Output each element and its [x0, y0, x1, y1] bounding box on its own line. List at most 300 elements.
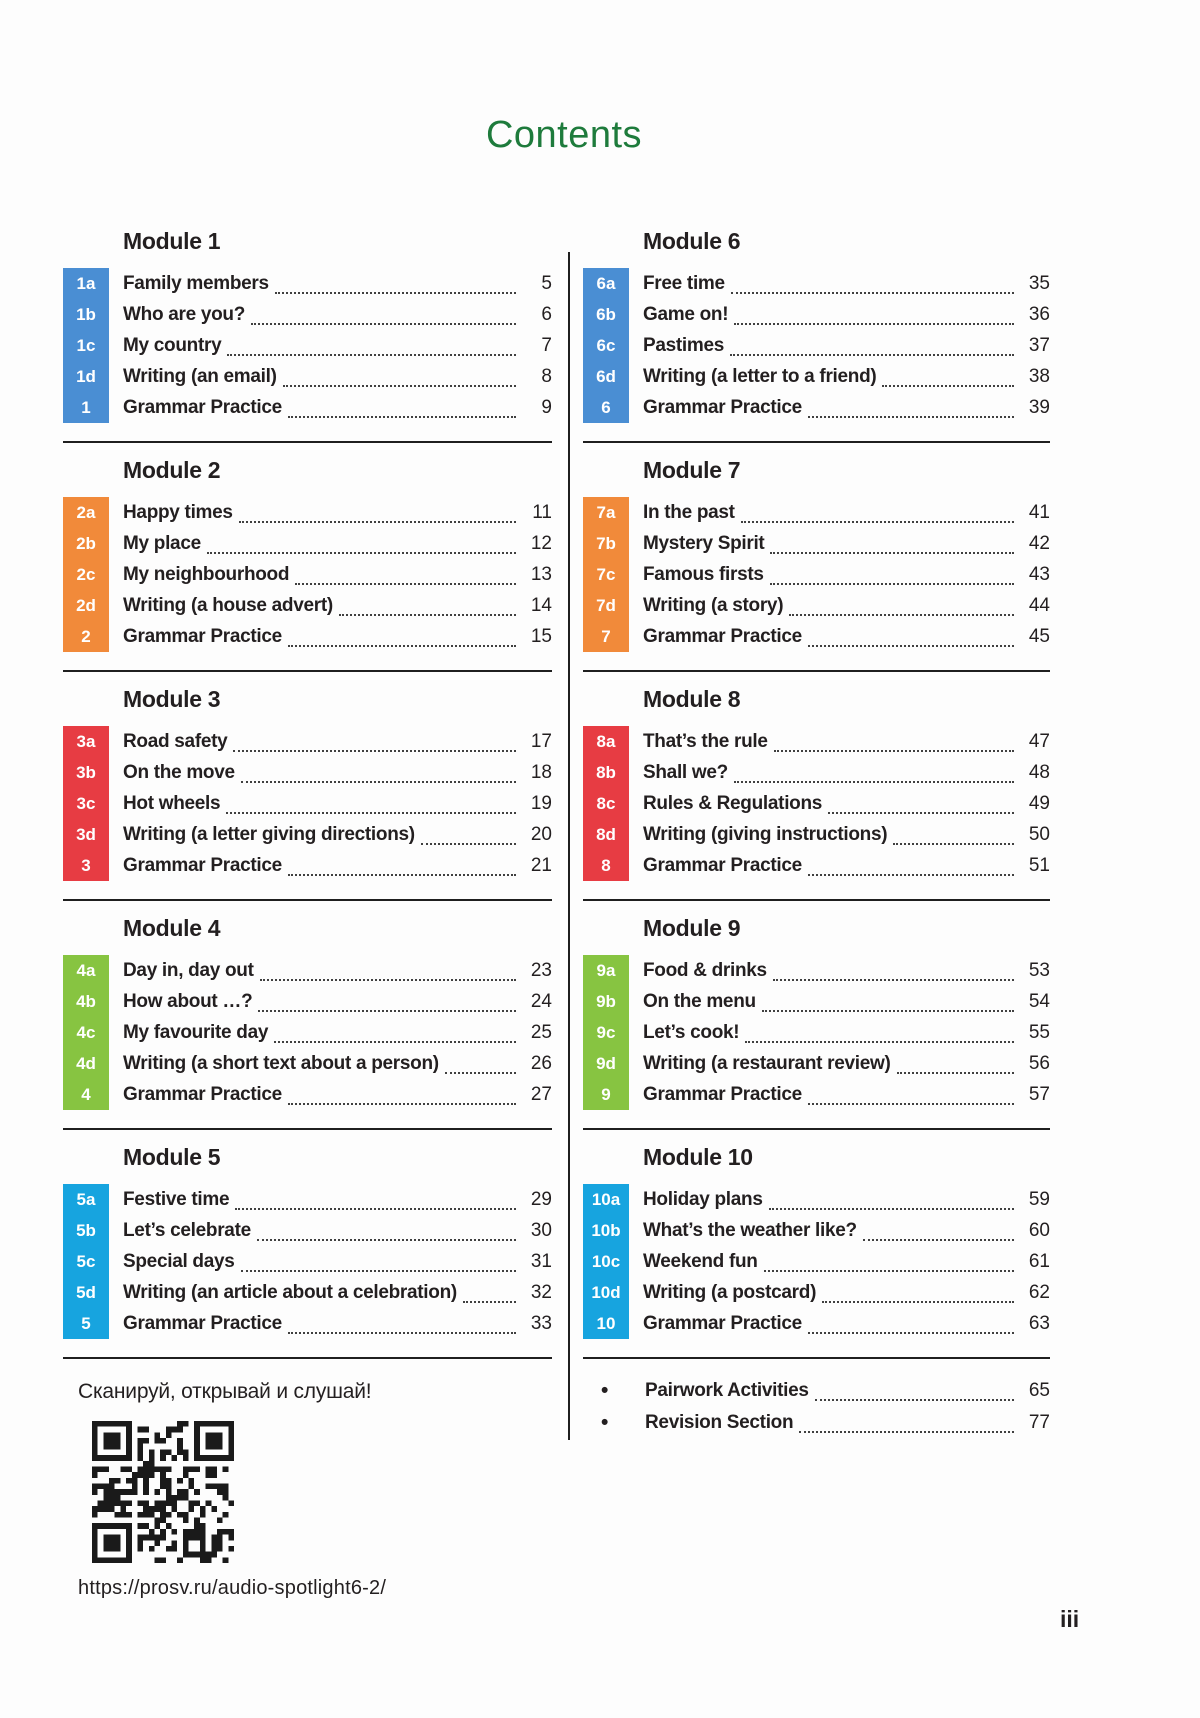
lesson-badge: 9d: [596, 1054, 616, 1073]
toc-entry-label: Let’s cook!: [643, 1021, 740, 1043]
toc-entry: [123, 1215, 552, 1246]
toc-entry-page: 15: [530, 625, 552, 647]
toc-entry: [123, 1017, 552, 1048]
module-badge-bar: [583, 1184, 629, 1339]
dotted-leader: [288, 638, 516, 647]
lesson-badge: 4: [81, 1085, 91, 1104]
lesson-badge: 3d: [76, 825, 96, 844]
toc-entry-page: 25: [530, 1021, 552, 1043]
lesson-badge: 10a: [591, 1190, 621, 1209]
lesson-badge: 3b: [76, 763, 96, 782]
lesson-badge: 2c: [76, 565, 96, 584]
toc-entry-label: Grammar Practice: [123, 854, 282, 876]
dotted-leader: [275, 285, 516, 294]
toc-entry-label: Day in, day out: [123, 959, 254, 981]
toc-entry: [643, 819, 1050, 850]
toc-entry-label: Mystery Spirit: [643, 532, 765, 554]
toc-columns: [63, 214, 1050, 1600]
toc-entry-page: 35: [1028, 272, 1050, 294]
toc-entry-page: 54: [1028, 990, 1050, 1012]
toc-entry-label: Festive time: [123, 1188, 230, 1210]
module-block-body: [583, 726, 1050, 881]
dotted-leader: [207, 545, 516, 554]
toc-entry: [643, 1308, 1050, 1339]
toc-entry: [643, 850, 1050, 881]
extras-section: [583, 1359, 1050, 1439]
lesson-badge: 5a: [76, 1190, 96, 1209]
toc-entry-page: 50: [1028, 823, 1050, 845]
dotted-leader: [227, 347, 516, 356]
dotted-leader: [815, 1392, 1014, 1401]
toc-entry: [643, 268, 1050, 299]
toc-entry: [123, 850, 552, 881]
toc-entry-page: 61: [1028, 1250, 1050, 1272]
module-badge-bar: [63, 726, 109, 881]
toc-entry: [123, 497, 552, 528]
module-block-body: [583, 268, 1050, 423]
toc-entry-label: Writing (giving instructions): [643, 823, 888, 845]
toc-entry: [643, 559, 1050, 590]
toc-entry-label: Revision Section: [645, 1412, 794, 1433]
toc-entry-label: Famous firsts: [643, 563, 764, 585]
lesson-badge: 1b: [76, 305, 96, 324]
toc-entry-page: 39: [1028, 396, 1050, 418]
dotted-leader: [808, 409, 1014, 418]
dotted-leader: [799, 1424, 1014, 1433]
toc-entry-label: Writing (a letter to a friend): [643, 365, 877, 387]
toc-entry-page: 41: [1028, 501, 1050, 523]
module-block: [63, 1130, 552, 1359]
bullet-icon: •: [601, 1411, 609, 1434]
toc-entry-page: 8: [541, 365, 552, 387]
audio-footer: [63, 1359, 552, 1600]
dotted-leader: [808, 638, 1014, 647]
lesson-badge: 8: [601, 856, 611, 875]
toc-entry-page: 19: [530, 792, 552, 814]
module-block: [63, 901, 552, 1130]
dotted-leader: [808, 1096, 1014, 1105]
toc-entry: [123, 330, 552, 361]
toc-entry: [643, 621, 1050, 652]
module-block: [63, 214, 552, 443]
toc-entry-label: Writing (a postcard): [643, 1281, 817, 1303]
toc-entry: [123, 361, 552, 392]
lesson-badge: 6d: [596, 367, 616, 386]
toc-entry-page: 21: [530, 854, 552, 876]
toc-entry: [643, 361, 1050, 392]
toc-entry: [123, 392, 552, 423]
toc-entry-label: Writing (a story): [643, 594, 784, 616]
toc-entry-label: Pastimes: [643, 334, 725, 356]
toc-entry: [123, 621, 552, 652]
module-title: Module 7: [643, 457, 741, 483]
toc-entry-page: 6: [541, 303, 552, 325]
toc-entry-label: Grammar Practice: [123, 625, 282, 647]
module-badge-bar: [63, 1184, 109, 1339]
lesson-badge: 8b: [596, 763, 616, 782]
lesson-badge: 7c: [596, 565, 616, 584]
toc-entry-label: Let’s celebrate: [123, 1219, 251, 1241]
toc-entry-label: Family members: [123, 272, 269, 294]
dotted-leader: [445, 1065, 516, 1074]
toc-entry: [123, 955, 552, 986]
module-entries: [123, 268, 552, 423]
module-block-body: [63, 955, 552, 1110]
dotted-leader: [828, 805, 1014, 814]
toc-entry-page: 37: [1028, 334, 1050, 356]
toc-entry: [643, 1048, 1050, 1079]
lesson-badge: 6c: [596, 336, 616, 355]
module-entries: [643, 497, 1050, 652]
lesson-badge: 5: [81, 1314, 91, 1333]
dotted-leader: [260, 972, 516, 981]
dotted-leader: [233, 743, 516, 752]
toc-entry: [123, 528, 552, 559]
toc-entry-label: Shall we?: [643, 761, 728, 783]
toc-entry: [123, 726, 552, 757]
toc-entry-page: 44: [1028, 594, 1050, 616]
toc-entry-label: Pairwork Activities: [645, 1380, 809, 1401]
toc-entry: [643, 955, 1050, 986]
bullet-icon: •: [601, 1379, 609, 1402]
toc-entry: [643, 1215, 1050, 1246]
dotted-leader: [764, 1263, 1014, 1272]
toc-entry-label: Grammar Practice: [643, 1083, 802, 1105]
dotted-leader: [893, 836, 1014, 845]
lesson-badge: 1c: [76, 336, 96, 355]
lesson-badge: 2a: [76, 503, 96, 522]
dotted-leader: [897, 1065, 1014, 1074]
lesson-badge: 5b: [76, 1221, 96, 1240]
dotted-leader: [774, 743, 1014, 752]
lesson-badge: 2d: [76, 596, 96, 615]
dotted-leader: [769, 1201, 1014, 1210]
toc-entry-page: 57: [1028, 1083, 1050, 1105]
lesson-badge: 9b: [596, 992, 616, 1011]
toc-entry-label: Grammar Practice: [643, 625, 802, 647]
lesson-badge: 6b: [596, 305, 616, 324]
toc-entry-page: 56: [1028, 1052, 1050, 1074]
toc-entry-label: Grammar Practice: [643, 396, 802, 418]
dotted-leader: [288, 867, 516, 876]
module-entries: [123, 955, 552, 1110]
toc-entry-page: 77: [1028, 1412, 1050, 1433]
lesson-badge: 4d: [76, 1054, 96, 1073]
toc-entry-page: 42: [1028, 532, 1050, 554]
module-entries: [123, 497, 552, 652]
dotted-leader: [258, 1003, 516, 1012]
toc-entry: [123, 1277, 552, 1308]
lesson-badge: 4b: [76, 992, 96, 1011]
lesson-badge: 6: [601, 398, 611, 417]
toc-entry-label: My place: [123, 532, 201, 554]
module-block-body: [583, 497, 1050, 652]
toc-entry-label: My country: [123, 334, 222, 356]
toc-entry-label: Grammar Practice: [643, 854, 802, 876]
module-entries: [643, 726, 1050, 881]
toc-entry-page: 7: [541, 334, 552, 356]
toc-entry: [583, 1407, 1050, 1439]
dotted-leader: [863, 1232, 1014, 1241]
module-title: Module 4: [123, 915, 221, 941]
toc-entry-label: Who are you?: [123, 303, 246, 325]
lesson-badge: 7b: [596, 534, 616, 553]
dotted-leader: [773, 972, 1014, 981]
dotted-leader: [241, 774, 516, 783]
toc-entry-page: 29: [530, 1188, 552, 1210]
module-entries: [123, 1184, 552, 1339]
dotted-leader: [274, 1034, 516, 1043]
toc-entry-page: 26: [530, 1052, 552, 1074]
toc-entry-label: Game on!: [643, 303, 729, 325]
toc-entry-page: 31: [530, 1250, 552, 1272]
toc-entry: [643, 726, 1050, 757]
toc-entry-page: 51: [1028, 854, 1050, 876]
dotted-leader: [730, 347, 1014, 356]
toc-entry-page: 43: [1028, 563, 1050, 585]
toc-entry: [123, 559, 552, 590]
dotted-leader: [251, 316, 516, 325]
toc-entry-page: 27: [530, 1083, 552, 1105]
toc-entry-label: Rules & Regulations: [643, 792, 823, 814]
toc-left-column: [63, 214, 552, 1600]
audio-url: https://prosv.ru/audio-spotlight6-2/: [78, 1577, 387, 1599]
toc-entry: [643, 330, 1050, 361]
toc-entry: [643, 392, 1050, 423]
lesson-badge: 3: [81, 856, 91, 875]
toc-entry: [643, 986, 1050, 1017]
module-entries: [123, 726, 552, 881]
dotted-leader: [241, 1263, 516, 1272]
dotted-leader: [734, 774, 1014, 783]
lesson-badge: 3c: [76, 794, 96, 813]
dotted-leader: [339, 607, 516, 616]
module-block: [583, 443, 1050, 672]
toc-entry: [643, 1246, 1050, 1277]
toc-entry-page: 62: [1028, 1281, 1050, 1303]
dotted-leader: [257, 1232, 516, 1241]
module-title: Module 10: [643, 1144, 753, 1170]
dotted-leader: [882, 378, 1014, 387]
lesson-badge: 1a: [76, 274, 96, 293]
toc-entry-page: 9: [541, 396, 552, 418]
toc-entry-label: Road safety: [123, 730, 228, 752]
toc-entry: [643, 590, 1050, 621]
qr-code-icon: [92, 1421, 234, 1563]
toc-entry-page: 14: [530, 594, 552, 616]
dotted-leader: [288, 1325, 516, 1334]
dotted-leader: [741, 514, 1014, 523]
toc-entry: [123, 1048, 552, 1079]
toc-entry: [123, 1079, 552, 1110]
lesson-badge: 5c: [76, 1252, 96, 1271]
module-block: [63, 672, 552, 901]
toc-entry: [643, 528, 1050, 559]
dotted-leader: [421, 836, 516, 845]
lesson-badge: 7a: [596, 503, 616, 522]
toc-entry-page: 60: [1028, 1219, 1050, 1241]
module-entries: [643, 1184, 1050, 1339]
module-title: Module 1: [123, 228, 221, 254]
lesson-badge: 2: [81, 627, 91, 646]
toc-entry-label: On the move: [123, 761, 235, 783]
dotted-leader: [463, 1294, 516, 1303]
toc-entry-label: How about …?: [123, 990, 253, 1012]
toc-entry: [643, 299, 1050, 330]
toc-entry: [123, 986, 552, 1017]
toc-entry: [643, 1079, 1050, 1110]
toc-entry-page: 47: [1028, 730, 1050, 752]
toc-entry: [123, 819, 552, 850]
toc-entry: [123, 268, 552, 299]
dotted-leader: [288, 1096, 516, 1105]
module-block: [63, 443, 552, 672]
toc-entry-label: Free time: [643, 272, 725, 294]
toc-entry-label: In the past: [643, 501, 735, 523]
toc-entry-page: 12: [530, 532, 552, 554]
toc-entry: [643, 1277, 1050, 1308]
toc-entry-page: 45: [1028, 625, 1050, 647]
toc-entry: [123, 1246, 552, 1277]
toc-entry: [643, 1184, 1050, 1215]
toc-entry-page: 49: [1028, 792, 1050, 814]
module-block: [583, 901, 1050, 1130]
module-block-body: [63, 726, 552, 881]
dotted-leader: [235, 1201, 516, 1210]
module-badge-bar: [63, 497, 109, 652]
module-title: Module 2: [123, 457, 221, 483]
toc-entry-page: 11: [532, 501, 552, 523]
toc-entry-label: Grammar Practice: [123, 396, 282, 418]
lesson-badge: 10d: [591, 1283, 621, 1302]
toc-entry-label: Hot wheels: [123, 792, 221, 814]
lesson-badge: 7: [601, 627, 611, 646]
lesson-badge: 10b: [591, 1221, 621, 1240]
module-badge-bar: [63, 268, 109, 423]
lesson-badge: 4a: [76, 961, 96, 980]
toc-entry-page: 63: [1028, 1312, 1050, 1334]
lesson-badge: 10: [596, 1314, 616, 1333]
module-block-body: [63, 1184, 552, 1339]
toc-entry-label: Special days: [123, 1250, 235, 1272]
module-block: [583, 214, 1050, 443]
toc-entry-page: 20: [530, 823, 552, 845]
dotted-leader: [808, 1325, 1014, 1334]
lesson-badge: 8a: [596, 732, 616, 751]
page-number: iii: [1060, 1606, 1080, 1632]
toc-entry-label: Writing (a letter giving directions): [123, 823, 415, 845]
module-block-body: [583, 955, 1050, 1110]
toc-entry: [123, 590, 552, 621]
toc-right-column: [583, 214, 1050, 1600]
toc-entry-page: 53: [1028, 959, 1050, 981]
dotted-leader: [808, 867, 1014, 876]
lesson-badge: 10c: [591, 1252, 621, 1271]
toc-entry-page: 32: [530, 1281, 552, 1303]
module-title: Module 6: [643, 228, 741, 254]
toc-entry-page: 24: [530, 990, 552, 1012]
toc-entry-page: 30: [530, 1219, 552, 1241]
toc-entry: [123, 757, 552, 788]
toc-entry-label: What’s the weather like?: [643, 1219, 857, 1241]
dotted-leader: [283, 378, 516, 387]
toc-entry: [123, 299, 552, 330]
module-block-body: [63, 497, 552, 652]
toc-entry-page: 23: [530, 959, 552, 981]
toc-entry-page: 17: [530, 730, 552, 752]
toc-entry-label: Food & drinks: [643, 959, 767, 981]
toc-entry-label: Weekend fun: [643, 1250, 758, 1272]
toc-entry: [583, 1375, 1050, 1407]
lesson-badge: 9c: [596, 1023, 616, 1042]
dotted-leader: [789, 607, 1014, 616]
module-block-body: [583, 1184, 1050, 1339]
toc-entry-label: Grammar Practice: [123, 1083, 282, 1105]
module-title: Module 8: [643, 686, 741, 712]
lesson-badge: 1d: [76, 367, 96, 386]
toc-entry-label: Happy times: [123, 501, 233, 523]
toc-entry-page: 33: [530, 1312, 552, 1334]
toc-entry-page: 65: [1028, 1380, 1050, 1401]
toc-entry-label: Writing (a house advert): [123, 594, 333, 616]
module-title: Module 5: [123, 1144, 221, 1170]
toc-entry: [643, 1017, 1050, 1048]
page-title: Contents: [485, 114, 643, 156]
lesson-badge: 4c: [76, 1023, 96, 1042]
toc-entry-label: Grammar Practice: [643, 1312, 802, 1334]
module-block: [583, 1130, 1050, 1359]
toc-entry-label: Holiday plans: [643, 1188, 763, 1210]
toc-entry-label: Grammar Practice: [123, 1312, 282, 1334]
lesson-badge: 5d: [76, 1283, 96, 1302]
toc-entry-page: 59: [1028, 1188, 1050, 1210]
toc-entry: [123, 1308, 552, 1339]
module-entries: [643, 268, 1050, 423]
toc-entry: [643, 497, 1050, 528]
toc-entry-page: 36: [1028, 303, 1050, 325]
lesson-badge: 2b: [76, 534, 96, 553]
lesson-badge: 8d: [596, 825, 616, 844]
module-title: Module 9: [643, 915, 741, 941]
dotted-leader: [734, 316, 1014, 325]
lesson-badge: 7d: [596, 596, 616, 615]
toc-entry-label: Writing (an article about a celebration): [123, 1281, 457, 1303]
module-block-body: [63, 268, 552, 423]
toc-entry-page: 5: [541, 272, 552, 294]
toc-entry-label: Writing (a short text about a person): [123, 1052, 439, 1074]
module-badge-bar: [63, 955, 109, 1110]
lesson-badge: 3a: [76, 732, 96, 751]
toc-entry-label: Writing (a restaurant review): [643, 1052, 891, 1074]
toc-entry: [643, 788, 1050, 819]
toc-entry-page: 48: [1028, 761, 1050, 783]
dotted-leader: [822, 1294, 1014, 1303]
toc-entry-page: 18: [530, 761, 552, 783]
toc-entry-label: My favourite day: [123, 1021, 269, 1043]
toc-entry: [123, 1184, 552, 1215]
lesson-badge: 8c: [596, 794, 616, 813]
dotted-leader: [731, 285, 1014, 294]
module-badge-bar: [583, 497, 629, 652]
toc-entry-page: 38: [1028, 365, 1050, 387]
module-badge-bar: [583, 726, 629, 881]
dotted-leader: [770, 576, 1014, 585]
dotted-leader: [226, 805, 516, 814]
lesson-badge: 9: [601, 1085, 611, 1104]
toc-entry-label: My neighbourhood: [123, 563, 290, 585]
module-badge-bar: [583, 955, 629, 1110]
dotted-leader: [295, 576, 516, 585]
